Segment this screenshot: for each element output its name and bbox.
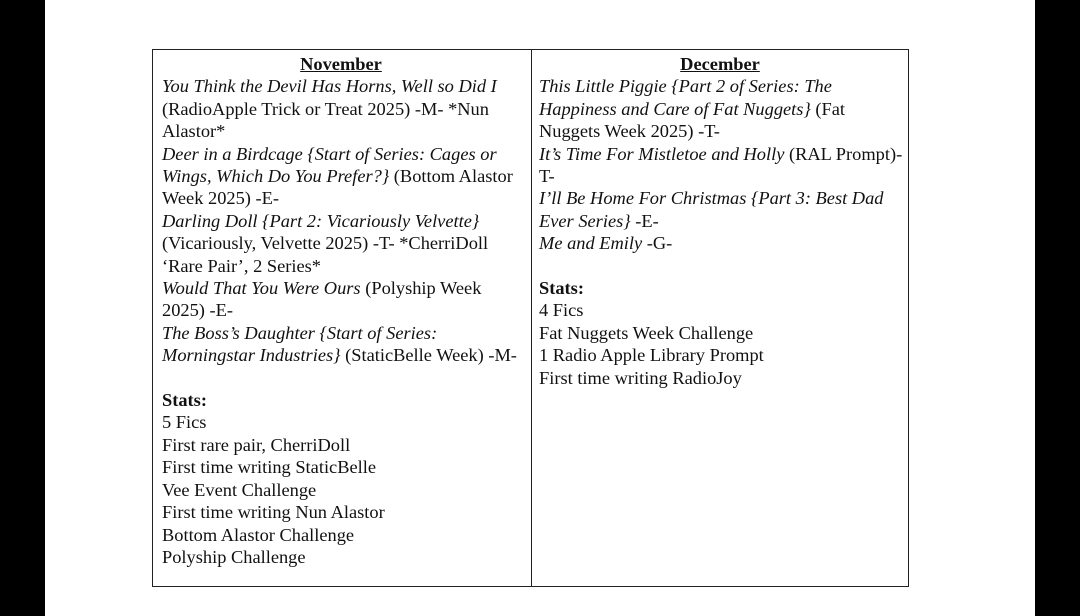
fic-entry bbox=[162, 210, 526, 277]
fic-detail: -E- bbox=[635, 210, 659, 231]
fic-detail: (StaticBelle Week) -M- bbox=[345, 345, 517, 366]
fic-entry bbox=[162, 143, 526, 210]
fic-entry bbox=[539, 187, 903, 232]
spacer bbox=[162, 367, 526, 389]
fic-table bbox=[152, 49, 909, 587]
column-divider bbox=[531, 50, 532, 586]
fic-title: It’s Time For Mistletoe and Holly bbox=[539, 143, 785, 164]
november-heading: November bbox=[300, 54, 382, 74]
fic-entry bbox=[539, 75, 903, 142]
fic-detail: (Fat Nuggets Week 2025) -T- bbox=[539, 98, 846, 142]
stat-line: 4 Fics bbox=[539, 300, 584, 321]
december-column bbox=[539, 53, 903, 389]
fic-title: Me and Emily bbox=[539, 233, 643, 254]
fic-detail: (RadioApple Trick or Treat 2025) -M- *Nun Alastor* bbox=[162, 98, 489, 142]
stat-line: Polyship Challenge bbox=[162, 546, 306, 567]
stat-line: First time writing StaticBelle bbox=[162, 457, 377, 478]
fic-title: You Think the Devil Has Horns, Well so Did I bbox=[162, 76, 497, 97]
fic-entry bbox=[162, 75, 526, 142]
stat-line: Fat Nuggets Week Challenge bbox=[539, 322, 754, 343]
november-column bbox=[162, 53, 526, 568]
december-heading: December bbox=[680, 54, 760, 74]
fic-title: The Boss’s Daughter {Start of Series: Morningstar Industries} bbox=[162, 322, 438, 366]
stat-line: Vee Event Challenge bbox=[162, 479, 317, 500]
fic-detail: (RAL Prompt)-T- bbox=[539, 143, 903, 187]
stat-line: First time writing Nun Alastor bbox=[162, 502, 385, 523]
fic-title: Deer in a Birdcage {Start of Series: Cages or Wings, Which Do You Prefer?} bbox=[162, 143, 497, 187]
stat-line: 1 Radio Apple Library Prompt bbox=[539, 345, 764, 366]
document-page bbox=[45, 0, 1035, 616]
fic-entry bbox=[162, 277, 526, 322]
stat-line: First rare pair, CherriDoll bbox=[162, 434, 351, 455]
stat-line: First time writing RadioJoy bbox=[539, 367, 742, 388]
spacer bbox=[539, 255, 903, 277]
stat-line: Bottom Alastor Challenge bbox=[162, 524, 355, 545]
fic-title: This Little Piggie {Part 2 of Series: The Happiness and Care of Fat Nuggets} bbox=[539, 76, 832, 119]
fic-entry bbox=[539, 143, 903, 188]
fic-title: I’ll Be Home For Christmas {Part 3: Best Dad Ever Series} bbox=[539, 188, 884, 231]
fic-title: Darling Doll {Part 2: Vicariously Velvette} bbox=[162, 210, 480, 231]
fic-entry bbox=[162, 322, 526, 367]
fic-detail: (Vicariously, Velvette 2025) -T- *CherriDoll ‘Rare Pair’, 2 Series* bbox=[162, 233, 489, 276]
fic-detail: (Polyship Week 2025) -E- bbox=[162, 278, 482, 321]
fic-title: Would That You Were Ours bbox=[162, 278, 361, 299]
stat-line: 5 Fics bbox=[162, 412, 207, 433]
fic-detail: (Bottom Alastor Week 2025) -E- bbox=[162, 166, 513, 209]
fic-entry bbox=[539, 232, 903, 254]
stats-heading: Stats: bbox=[162, 390, 207, 411]
fic-detail: -G- bbox=[646, 233, 673, 254]
stats-heading: Stats: bbox=[539, 278, 584, 299]
